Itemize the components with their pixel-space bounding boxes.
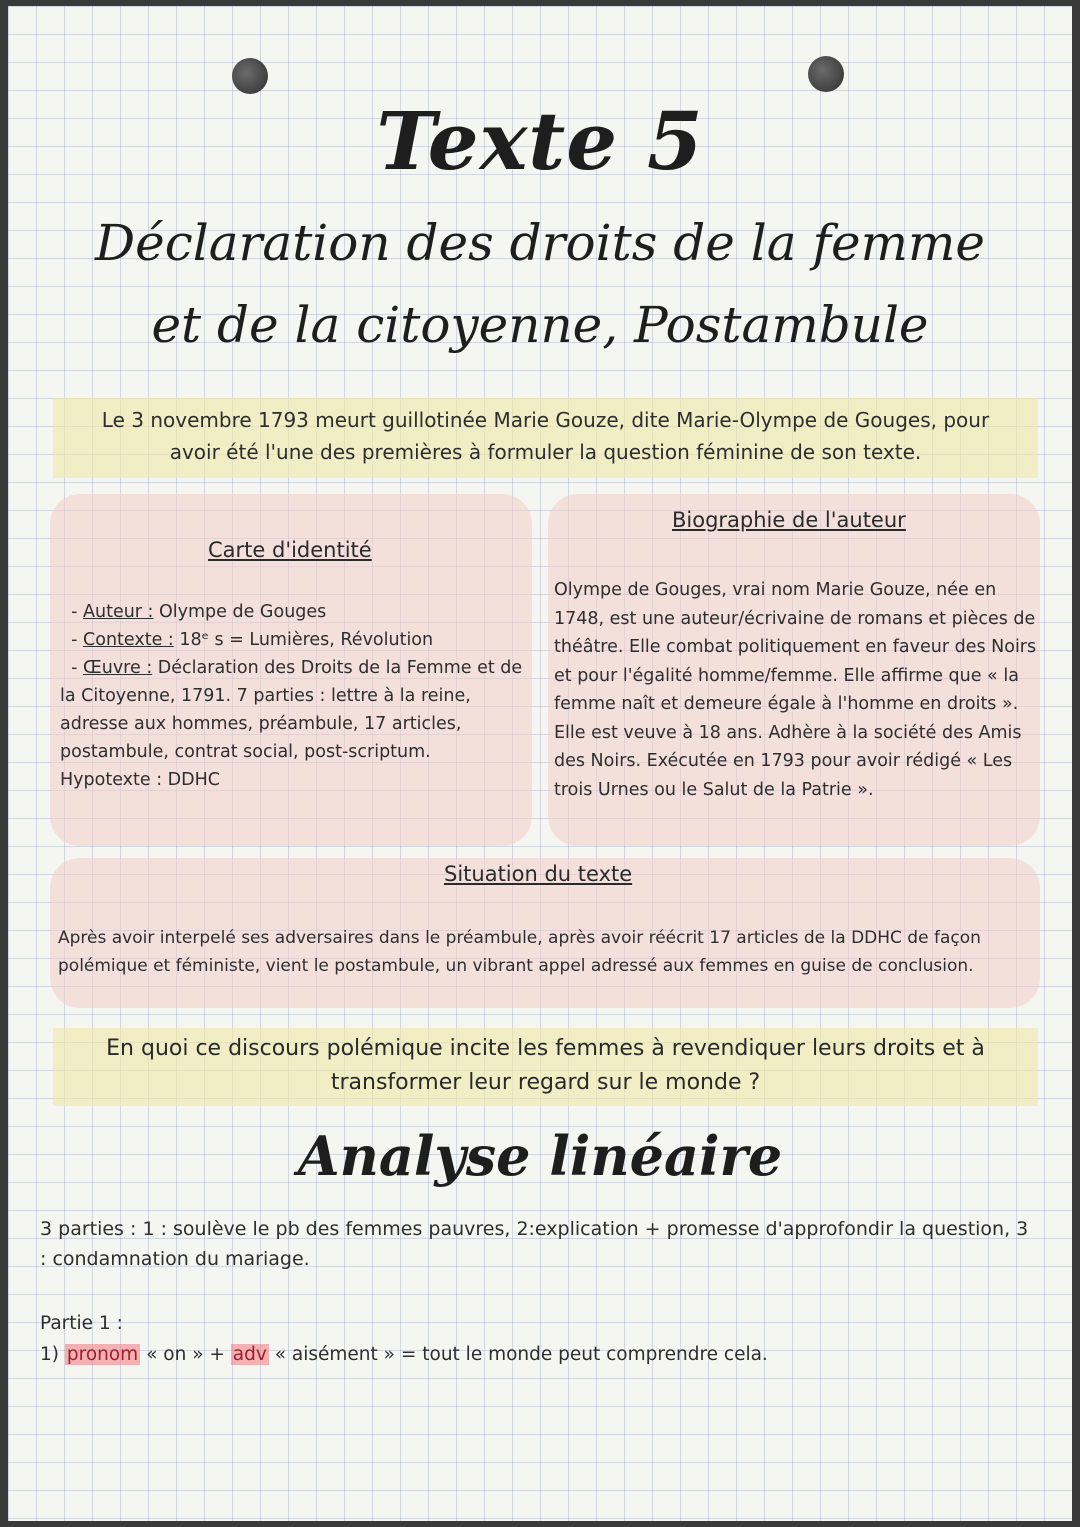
auteur-label: Auteur :	[83, 602, 154, 622]
oeuvre-label: Œuvre :	[83, 658, 153, 678]
oeuvre-value: Déclaration des Droits de la Femme et de la Citoyenne, 1791. 7 parties : lettre à la reine, adresse aux hommes, préambule, 17 articles, postambule, contrat social, post-scriptum.	[60, 658, 523, 762]
partie1-item-prefix: 1)	[40, 1344, 65, 1365]
intro-line-2: avoir été l'une des premières à formuler la question féminine de son texte.	[169, 440, 922, 464]
pronom-highlight: pronom	[66, 1344, 139, 1365]
identity-list	[60, 598, 530, 794]
partie1-rest: « aisément » = tout le monde peut comprendre cela.	[268, 1344, 768, 1365]
question-line-1: En quoi ce discours polémique incite les femmes à revendiquer leurs droits et à	[106, 1036, 985, 1061]
parties-text: 3 parties : 1 : soulève le pb des femmes pauvres, 2:explication + promesse d'approfondir la question, 3 : condamnation du mariage.	[40, 1218, 1029, 1270]
problematic-highlight	[53, 1028, 1038, 1106]
contexte-value: 18ᵉ s = Lumières, Révolution	[173, 630, 434, 650]
identity-hypotexte: Hypotexte : DDHC	[60, 770, 220, 790]
notebook-sheet	[8, 6, 1072, 1521]
binder-hole-right	[808, 56, 844, 92]
identity-contexte: - Contexte : 18ᵉ s = Lumières, Révolution	[60, 630, 434, 650]
analyse-title: Analyse linéaire	[297, 1124, 783, 1188]
subtitle-line-1: Déclaration des droits de la femme	[95, 214, 985, 272]
subtitle-line-2: et de la citoyenne, Postambule	[151, 296, 929, 354]
situation-text: Après avoir interpelé ses adversaires dans le préambule, après avoir réécrit 17 articles de la DDHC de façon polémique et féministe, vient le postambule, un vibrant appel adressé aux femmes en guise de conclusion.	[58, 928, 981, 976]
intro-highlight	[53, 398, 1038, 478]
binder-hole-left	[232, 58, 268, 94]
auteur-value: Olympe de Gouges	[153, 602, 327, 622]
biography-heading: Biographie de l'auteur	[672, 508, 906, 532]
identity-oeuvre: - Œuvre : Déclaration des Droits de la Femme et de la Citoyenne, 1791. 7 parties : lettre à la reine, adresse aux hommes, préambule, 17 articles, postambule, contrat social, post-scriptum.	[60, 658, 523, 762]
identity-auteur: - Auteur : Olympe de Gouges	[60, 602, 327, 622]
contexte-label: Contexte :	[83, 630, 174, 650]
partie1-block	[40, 1308, 1040, 1370]
intro-line-1: Le 3 novembre 1793 meurt guillotinée Marie Gouze, dite Marie-Olympe de Gouges, pour	[101, 408, 990, 432]
on-text: « on » +	[140, 1344, 231, 1365]
situation-heading: Situation du texte	[444, 862, 633, 886]
biography-text: Olympe de Gouges, vrai nom Marie Gouze, née en 1748, est une auteur/écrivaine de romans et pièces de théâtre. Elle combat politiquement en faveur des Noirs et pour l'égalité homme/femme. Elle affirme que « la femme naît et demeure égale à l'homme en droits ». Elle est veuve à 18 ans. Adhère à la société des Amis des Noirs. Exécutée en 1793 pour avoir rédigé « Les trois Urnes ou le Salut de la Patrie ».	[554, 580, 1037, 800]
partie1-item	[40, 1339, 1040, 1370]
adv-highlight: adv	[232, 1344, 267, 1365]
question-line-2: transformer leur regard sur le monde ?	[330, 1070, 761, 1095]
partie1-label: Partie 1 :	[40, 1313, 123, 1334]
page-title: Texte 5	[376, 94, 704, 188]
identity-heading: Carte d'identité	[208, 538, 372, 562]
